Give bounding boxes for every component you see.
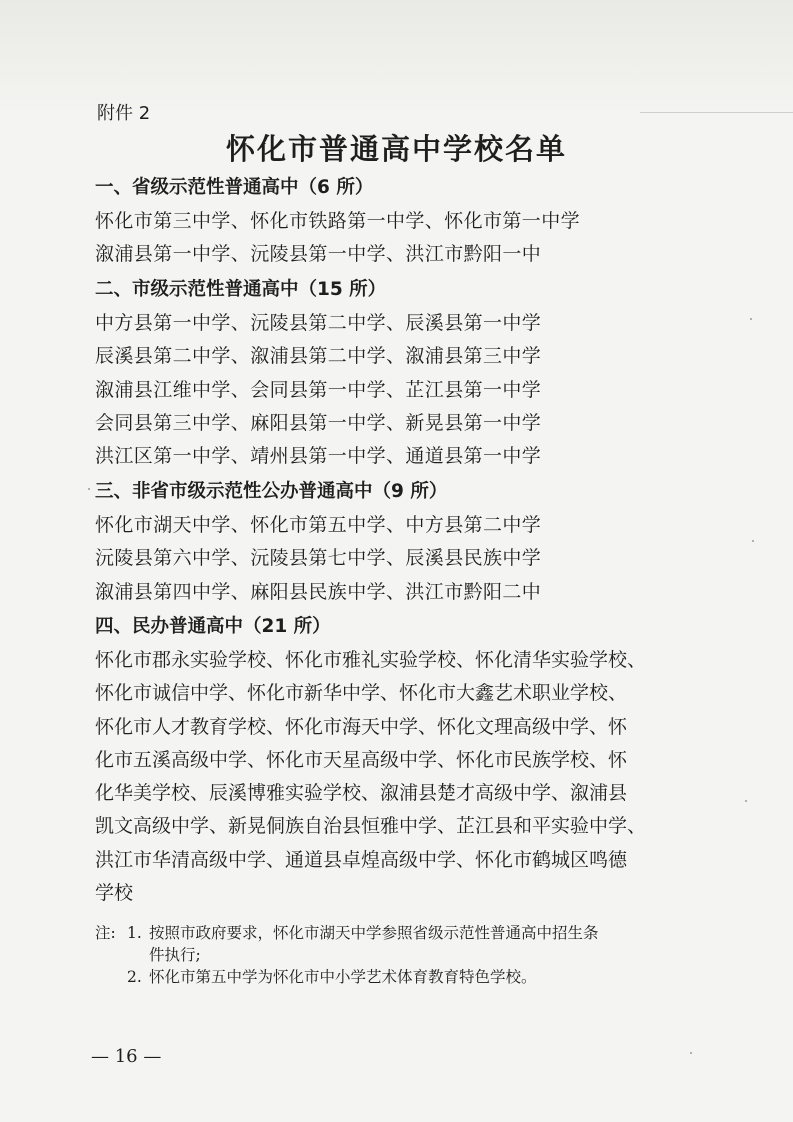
section-provincial <box>95 170 700 272</box>
scan-speck <box>690 1052 692 1054</box>
note-spacer <box>95 966 127 988</box>
page-number: — 16 — <box>91 1046 162 1067</box>
list-line: 溆浦县江维中学、会同县第一中学、芷江县第一中学 <box>95 378 542 401</box>
section-heading: 四、民办普通高中（21 所） <box>95 615 331 637</box>
list-line: 沅陵县第六中学、沅陵县第七中学、辰溪县民族中学 <box>95 547 542 570</box>
scan-speck <box>745 800 747 802</box>
document-title: 怀化市普通高中学校名单 <box>225 132 567 166</box>
list-line: 溆浦县第一中学、沅陵县第一中学、洪江市黔阳一中 <box>95 243 542 266</box>
list-line: 凯文高级中学、新晃侗族自治县恒雅中学、芷江县和平实验中学、 <box>95 815 647 838</box>
list-line: 洪江区第一中学、靖州县第一中学、通道县第一中学 <box>95 445 542 468</box>
section-heading: 三、非省市级示范性公办普通高中（9 所） <box>95 480 448 502</box>
note-item <box>95 966 705 988</box>
list-line: 化市五溪高级中学、怀化市天星高级中学、怀化市民族学校、怀 <box>95 748 628 771</box>
note-text: 怀化市第五中学为怀化市中小学艺术体育教育特色学校。 <box>149 968 537 986</box>
section-heading: 一、省级示范性普通高中（6 所） <box>95 177 374 198</box>
note-text-line: 按照市政府要求，怀化市湖天中学参照省级示范性普通高中招生条 <box>149 924 599 942</box>
scan-speck <box>750 318 752 320</box>
section-municipal <box>95 272 700 474</box>
scan-speck <box>88 488 90 490</box>
list-line: 学校 <box>95 881 134 904</box>
section-public-other <box>95 474 700 609</box>
list-line: 怀化市第三中学、怀化市铁路第一中学、怀化市第一中学 <box>95 210 581 232</box>
list-line: 怀化市郡永实验学校、怀化市雅礼实验学校、怀化清华实验学校、 <box>95 648 647 671</box>
notes <box>95 922 705 988</box>
list-line: 辰溪县第二中学、溆浦县第二中学、溆浦县第三中学 <box>95 345 542 368</box>
attachment-label: 附件 2 <box>97 103 151 124</box>
list-line: 怀化市诚信中学、怀化市新华中学、怀化市大鑫艺术职业学校、 <box>95 682 628 705</box>
list-line: 怀化市湖天中学、怀化市第五中学、中方县第二中学 <box>95 513 542 536</box>
note-number: 2. <box>127 968 142 986</box>
list-line: 会同县第三中学、麻阳县第一中学、新晃县第一中学 <box>95 411 542 434</box>
list-line: 洪江市华清高级中学、通道县卓煌高级中学、怀化市鹤城区鸣德 <box>95 848 628 871</box>
note-text-continuation: 件执行; <box>149 946 201 964</box>
section-heading: 二、市级示范性普通高中（15 所） <box>95 278 387 300</box>
list-line: 化华美学校、辰溪博雅实验学校、溆浦县楚才高级中学、溆浦县 <box>95 782 628 805</box>
header-rule <box>640 112 793 113</box>
note-item <box>95 922 705 966</box>
list-line: 怀化市人才教育学校、怀化市海天中学、怀化文理高级中学、怀 <box>95 715 628 738</box>
notes-label: 注: <box>95 924 116 942</box>
note-text <box>149 922 705 966</box>
section-private <box>95 609 700 910</box>
scan-speck <box>752 540 754 542</box>
school-list <box>95 170 700 910</box>
list-line: 中方县第一中学、沅陵县第二中学、辰溪县第一中学 <box>95 311 542 334</box>
list-line: 溆浦县第四中学、麻阳县民族中学、洪江市黔阳二中 <box>95 580 542 603</box>
note-number: 1. <box>127 924 142 942</box>
